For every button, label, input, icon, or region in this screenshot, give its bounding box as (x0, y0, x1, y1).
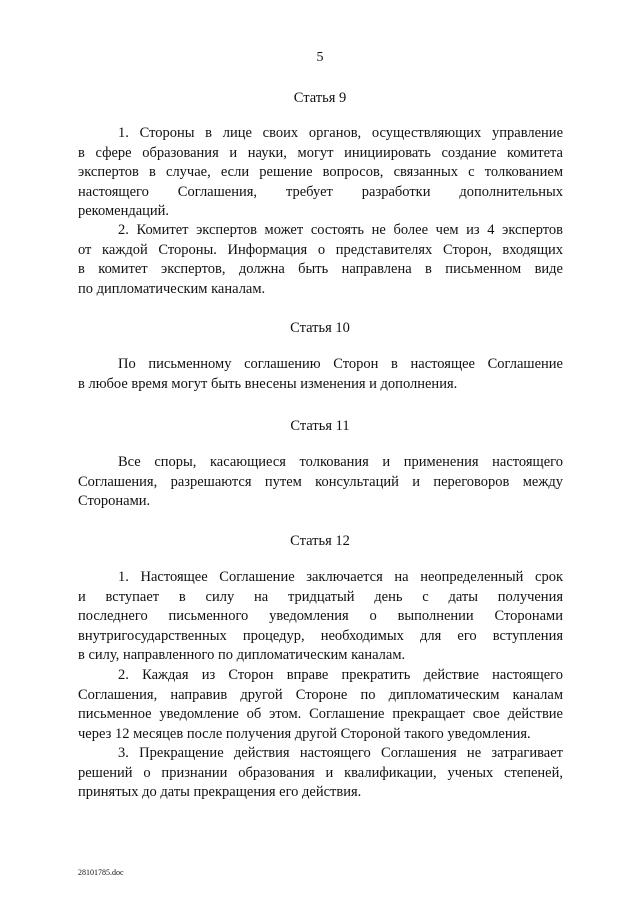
text-line: через 12 месяцев после получения другой Стороной такого уведомления. (78, 725, 531, 742)
page-number: 5 (316, 50, 324, 65)
article-11-paragraph-1 (78, 453, 563, 512)
text-line: экспертов в случае, если решение вопросов, связанных с толкованием (78, 164, 563, 180)
article-12-paragraph-1 (78, 568, 563, 666)
footer-file-reference: 28101785.doc (78, 868, 124, 877)
text-line: Соглашения, направив другой Стороне по дипломатическим каналам (78, 686, 563, 703)
article-12-paragraph-3 (78, 744, 563, 803)
article-9-heading: Статья 9 (293, 90, 347, 106)
text-line: в любое время могут быть внесены изменения и дополнения. (78, 375, 458, 392)
text-line: в сфере образования и науки, могут инициировать создание комитета (78, 144, 563, 161)
text-line: по дипломатическим каналам. (78, 280, 266, 297)
article-11-heading: Статья 11 (290, 418, 350, 434)
text-line: решений о признании образования и квалификации, ученых степеней, (78, 764, 563, 781)
text-line: 2. Каждая из Сторон вправе прекратить действие настоящего (118, 667, 563, 683)
text-line: письменное уведомление об этом. Соглашение прекращает свое действие (78, 706, 563, 722)
text-line: в силу, направленного по дипломатическим каналам. (78, 647, 406, 663)
text-line: Все споры, касающиеся толкования и применения настоящего (118, 454, 563, 470)
text-line: внутригосударственных процедур, необходимых для его вступления (78, 627, 563, 644)
article-9-paragraph-1 (78, 124, 563, 222)
text-line: 2. Комитет экспертов может состоять не более чем из 4 экспертов (118, 222, 563, 238)
text-line: 1. Стороны в лице своих органов, осуществляющих управление (118, 125, 563, 141)
text-line: Соглашения, разрешаются путем консультаций и переговоров между (78, 473, 563, 490)
text-line: и вступает в силу на тридцатый день с даты получения (78, 588, 563, 605)
text-line: в комитет экспертов, должна быть направлена в письменном виде (78, 261, 563, 277)
text-line: от каждой Стороны. Информация о представителях Сторон, входящих (78, 241, 563, 258)
article-12-paragraph-2 (78, 666, 563, 744)
article-10-heading: Статья 10 (290, 320, 350, 336)
text-line: 1. Настоящее Соглашение заключается на неопределенный срок (118, 569, 563, 585)
text-line: рекомендаций. (78, 203, 170, 219)
text-line: 3. Прекращение действия настоящего Соглашения не затрагивает (118, 745, 563, 761)
article-10-paragraph-1 (78, 355, 563, 394)
text-line: настоящего Соглашения, требует разработки дополнительных (78, 183, 563, 200)
text-line: Сторонами. (78, 493, 151, 509)
text-line: принятых до даты прекращения его действия. (78, 784, 362, 800)
article-9-paragraph-2 (78, 221, 563, 299)
text-line: По письменному соглашению Сторон в настоящее Соглашение (118, 356, 563, 372)
article-12-heading: Статья 12 (290, 533, 350, 549)
text-line: последнего письменного уведомления о выполнении Сторонами (78, 608, 563, 624)
